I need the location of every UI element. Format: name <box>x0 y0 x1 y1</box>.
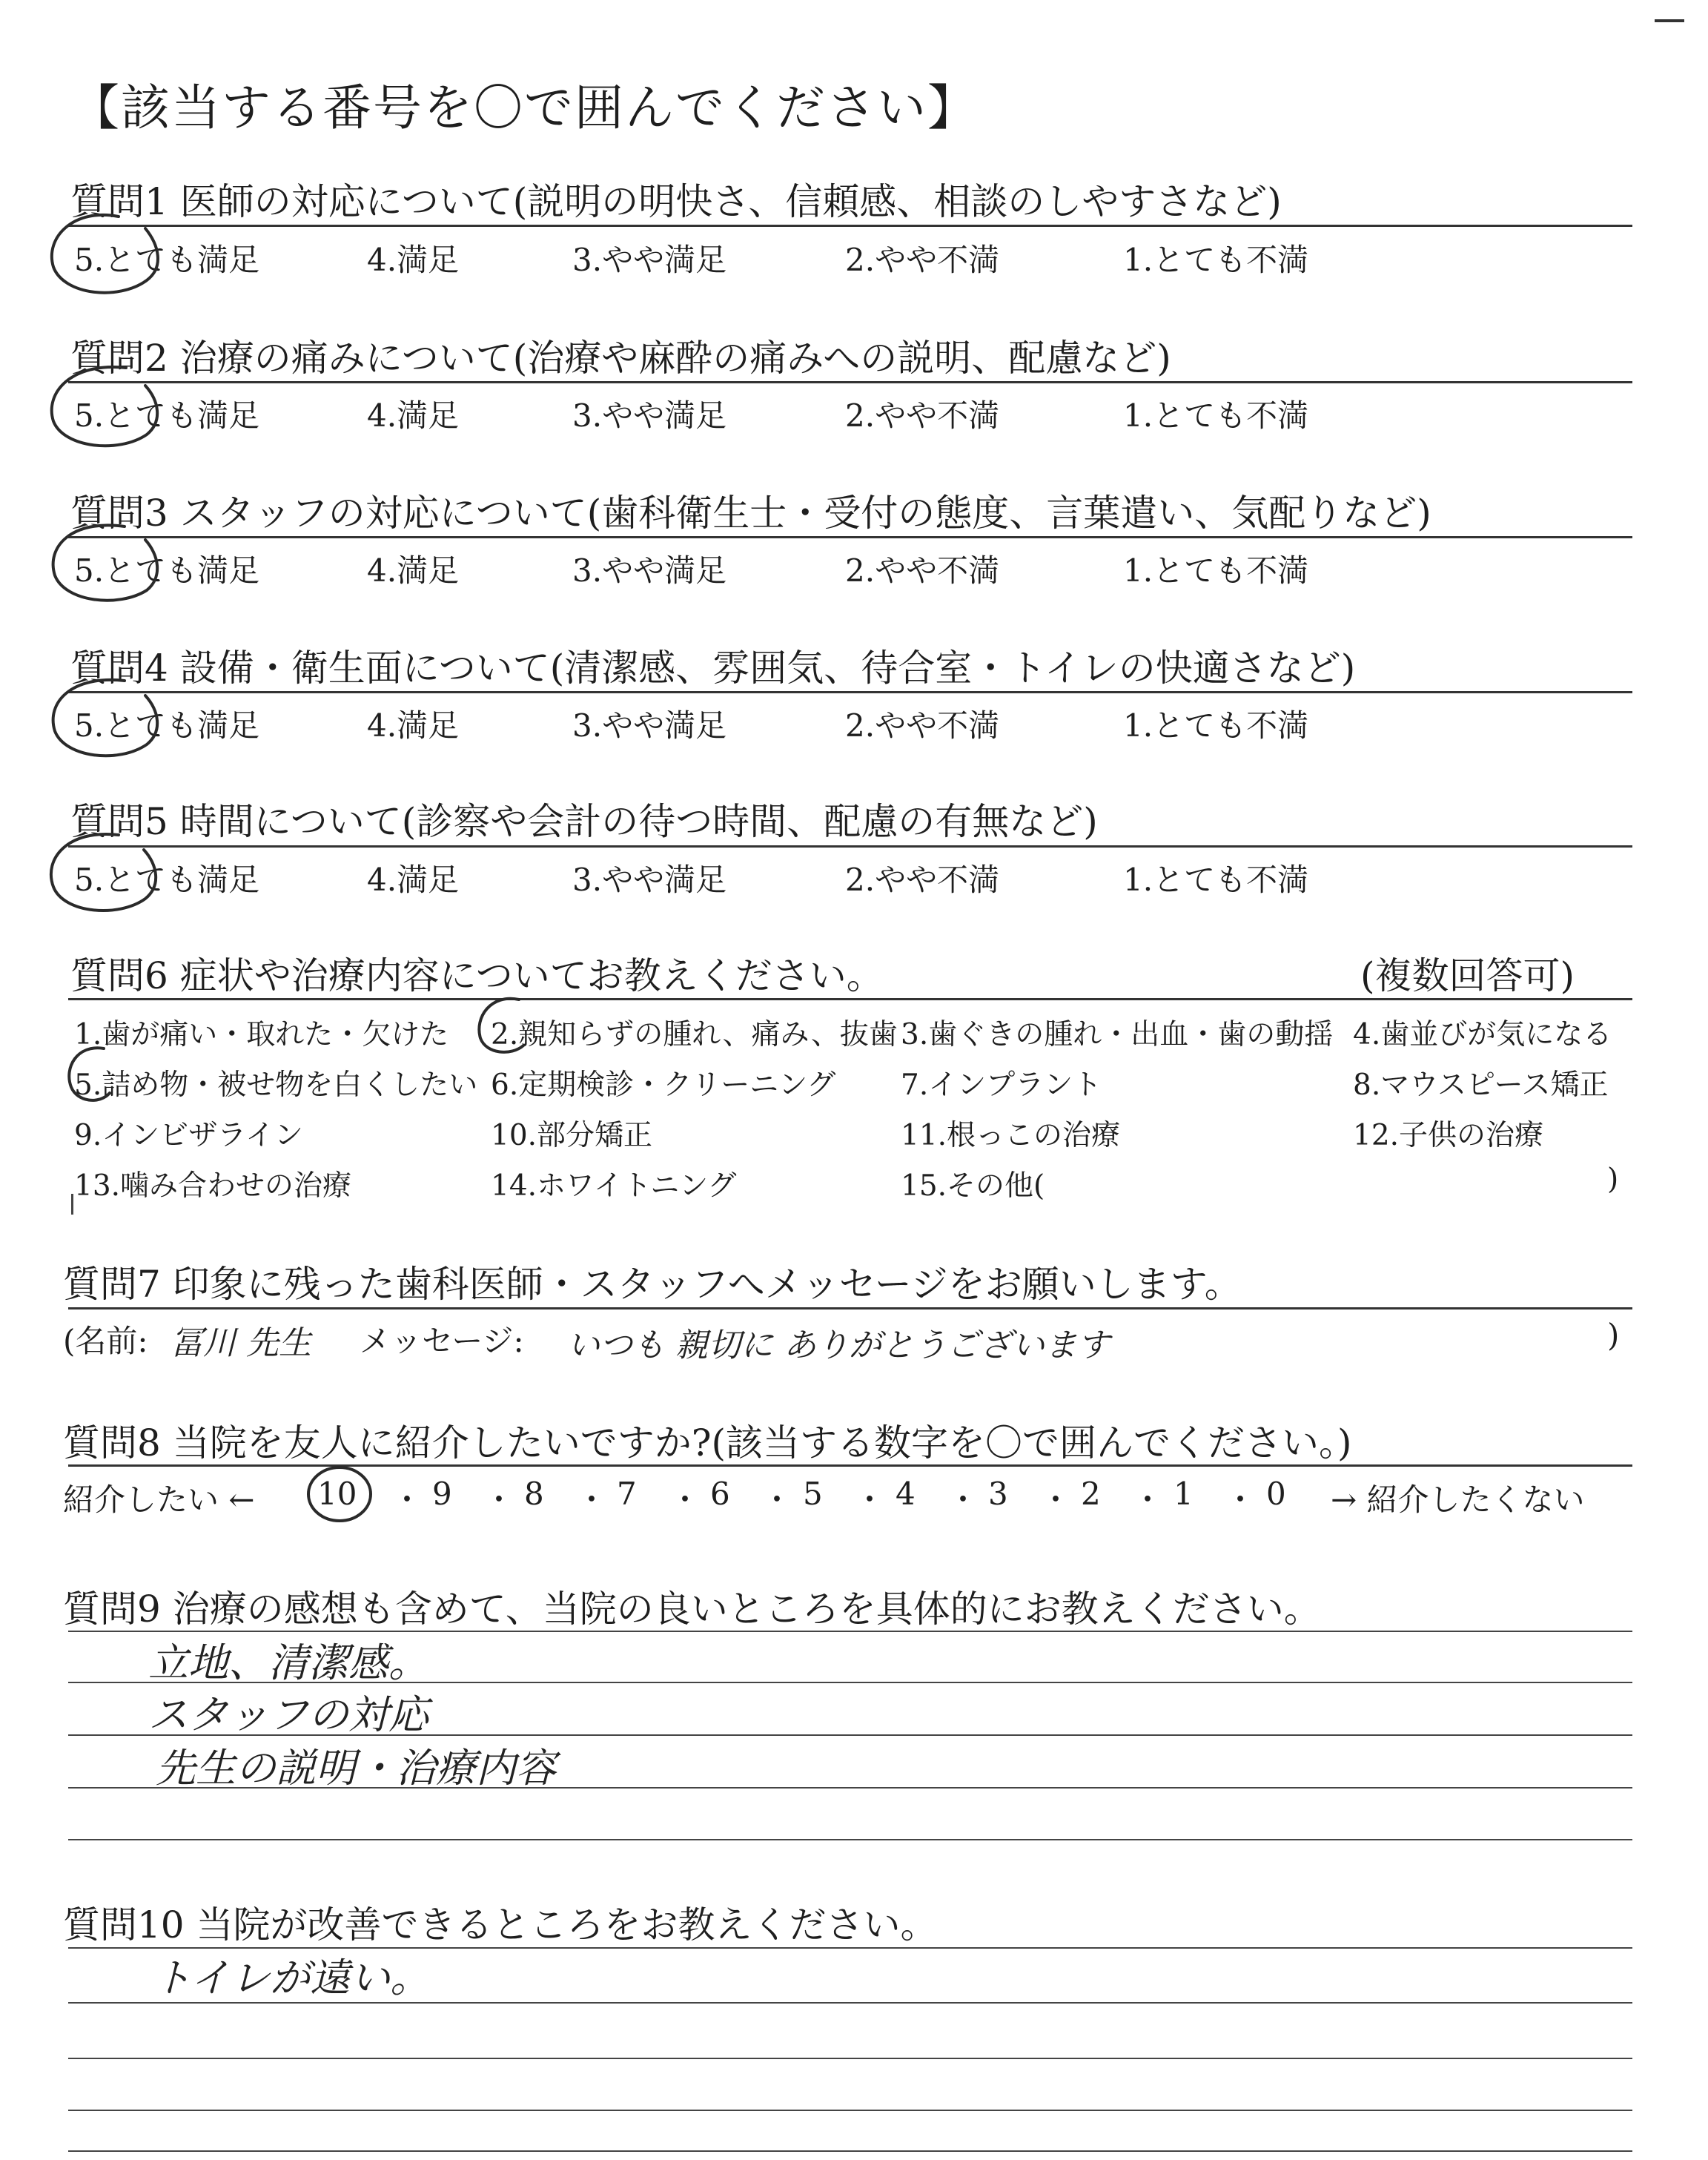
question-5 <box>70 792 1098 845</box>
q6-item-11[interactable]: 11.根っこの治療 <box>901 1119 1121 1152</box>
q4-option-3[interactable]: 3.やや満足 <box>572 707 727 744</box>
question-label: 質問2 <box>70 337 168 380</box>
question-text: 設備・衛生面について(清潔感、雰囲気、待合室・トイレの快適さなど) <box>179 647 1356 690</box>
question-label: 質問3 <box>70 492 168 535</box>
q4-option-5[interactable]: 5.とても満足 <box>74 707 260 744</box>
question-8 <box>63 1413 1352 1467</box>
q2-option-4[interactable]: 4.満足 <box>367 397 460 434</box>
q6-item-8[interactable]: 8.マウスピース矯正 <box>1353 1069 1609 1102</box>
question-rule <box>68 225 1632 227</box>
question-9 <box>63 1579 1321 1633</box>
question-label: 質問8 <box>63 1421 161 1464</box>
scale-5[interactable]: 5 <box>803 1476 823 1512</box>
q4-option-1[interactable]: 1.とても不満 <box>1123 707 1309 744</box>
q3-option-5[interactable]: 5.とても満足 <box>74 552 260 589</box>
question-rule <box>68 998 1632 1000</box>
q5-option-2[interactable]: 2.やや不満 <box>845 862 1000 898</box>
scale-9[interactable]: 9 <box>432 1476 452 1512</box>
question-label: 質問1 <box>70 180 168 223</box>
scale-dot: ・ <box>947 1482 979 1518</box>
scale-6[interactable]: 6 <box>710 1476 730 1512</box>
scale-dot: ・ <box>391 1482 423 1518</box>
question-6 <box>70 946 884 1000</box>
q6-item-3[interactable]: 3.歯ぐきの腫れ・出血・歯の動揺 <box>901 1018 1334 1051</box>
message-close-paren: ) <box>1607 1317 1620 1353</box>
scale-4[interactable]: 4 <box>896 1476 916 1512</box>
question-10 <box>63 1895 938 1949</box>
question-text: 当院を友人に紹介したいですか?(該当する数字を〇で囲んでください。) <box>172 1421 1352 1464</box>
q4-option-4[interactable]: 4.満足 <box>367 707 460 744</box>
name-label: (名前: <box>63 1323 148 1359</box>
question-1 <box>70 172 1282 225</box>
question-text: 症状や治療内容についてお教えください。 <box>179 954 884 997</box>
q6-item-13[interactable]: 13.噛み合わせの治療 <box>74 1169 352 1203</box>
q5-option-1[interactable]: 1.とても不満 <box>1123 862 1309 898</box>
question-rule <box>68 1464 1632 1467</box>
message-answer[interactable]: いつも 親切に ありがとうございます <box>567 1327 1110 1364</box>
scale-8[interactable]: 8 <box>524 1476 544 1512</box>
question-label: 質問10 <box>63 1903 185 1946</box>
scale-1[interactable]: 1 <box>1174 1476 1194 1512</box>
q10-answer-1[interactable]: トイレが遠い。 <box>152 1955 431 2001</box>
scale-dot: ・ <box>669 1482 701 1518</box>
q6-item-4[interactable]: 4.歯並びが気になる <box>1353 1018 1612 1051</box>
q6-item-10[interactable]: 10.部分矯正 <box>491 1119 653 1152</box>
question-3 <box>70 483 1431 537</box>
scale-dot: ・ <box>1225 1482 1257 1518</box>
scale-dot: ・ <box>1040 1482 1072 1518</box>
scale-dot: ・ <box>1132 1482 1164 1518</box>
q9-answer-1[interactable]: 立地、清潔感。 <box>148 1639 428 1686</box>
q1-option-4[interactable]: 4.満足 <box>367 242 460 278</box>
question-text: 医師の対応について(説明の明快さ、信頼感、相談のしやすさなど) <box>179 180 1282 223</box>
q5-option-3[interactable]: 3.やや満足 <box>572 862 727 898</box>
scale-3[interactable]: 3 <box>988 1476 1008 1512</box>
question-text: 治療の感想も含めて、当院の良いところを具体的にお教えください。 <box>172 1588 1321 1631</box>
scale-dot: ・ <box>576 1482 608 1518</box>
scale-2[interactable]: 2 <box>1081 1476 1101 1512</box>
question-2 <box>70 328 1171 382</box>
q2-option-3[interactable]: 3.やや満足 <box>572 397 727 434</box>
answer-line <box>68 2110 1632 2111</box>
q2-option-1[interactable]: 1.とても不満 <box>1123 397 1309 434</box>
q6-item-5[interactable]: 5.詰め物・被せ物を白くしたい <box>74 1069 478 1102</box>
corner-mark <box>1655 19 1684 22</box>
q2-option-5[interactable]: 5.とても満足 <box>74 397 260 434</box>
question-rule <box>68 536 1632 538</box>
question-rule <box>68 381 1632 383</box>
scale-dot: ・ <box>854 1482 886 1518</box>
question-rule <box>68 845 1632 848</box>
q3-option-4[interactable]: 4.満足 <box>367 552 460 589</box>
question-text: 印象に残った歯科医師・スタッフへメッセージをお願いします。 <box>172 1263 1242 1306</box>
q4-option-2[interactable]: 2.やや不満 <box>845 707 1000 744</box>
question-label: 質問7 <box>63 1263 161 1306</box>
question-text: スタッフの対応について(歯科衛生士・受付の態度、言葉遣い、気配りなど) <box>179 492 1431 535</box>
page-title: 【該当する番号を〇で囲んでください】 <box>70 79 978 136</box>
q6-item-15[interactable]: 15.その他( <box>901 1169 1045 1203</box>
question-4 <box>70 638 1355 692</box>
question-label: 質問5 <box>70 800 168 843</box>
q6-item-12[interactable]: 12.子供の治療 <box>1353 1119 1544 1152</box>
q2-option-2[interactable]: 2.やや不満 <box>845 397 1000 434</box>
answer-line <box>68 2058 1632 2059</box>
multiple-answer-note: (複数回答可) <box>1360 954 1575 997</box>
q1-option-3[interactable]: 3.やや満足 <box>572 242 727 278</box>
question-rule <box>68 1307 1632 1309</box>
q6-item-14[interactable]: 14.ホワイトニング <box>491 1169 737 1203</box>
q5-option-4[interactable]: 4.満足 <box>367 862 460 898</box>
q3-option-2[interactable]: 2.やや不満 <box>845 552 1000 589</box>
q1-option-5[interactable]: 5.とても満足 <box>74 242 260 278</box>
question-label: 質問9 <box>63 1588 161 1631</box>
q6-item-1[interactable]: 1.歯が痛い・取れた・欠けた <box>74 1018 449 1051</box>
question-rule <box>68 691 1632 693</box>
recommend-right-label: → 紹介したくない <box>1331 1482 1585 1518</box>
q6-other-close-paren: ) <box>1607 1163 1619 1196</box>
name-answer[interactable]: 冨川 先生 <box>171 1324 311 1362</box>
q5-option-5[interactable]: 5.とても満足 <box>74 862 260 898</box>
q6-item-6[interactable]: 6.定期検診・クリーニング <box>491 1069 836 1102</box>
question-7 <box>63 1255 1242 1308</box>
answer-line <box>68 1839 1632 1840</box>
q6-item-9[interactable]: 9.インビザライン <box>74 1119 304 1152</box>
scale-dot: ・ <box>761 1482 793 1518</box>
scale-10[interactable]: 10 <box>317 1476 357 1512</box>
q9-answer-2[interactable]: スタッフの対応 <box>148 1691 428 1738</box>
question-label: 質問6 <box>70 954 168 997</box>
q1-option-2[interactable]: 2.やや不満 <box>845 242 1000 278</box>
question-label: 質問4 <box>70 647 168 690</box>
q9-answer-3[interactable]: 先生の説明・治療内容 <box>156 1745 556 1791</box>
q6-item-7[interactable]: 7.インプラント <box>901 1069 1102 1102</box>
question-text: 当院が改善できるところをお教えください。 <box>196 1903 938 1946</box>
margin-mark <box>71 1194 73 1215</box>
question-text: 治療の痛みについて(治療や麻酔の痛みへの説明、配慮など) <box>179 337 1171 380</box>
scale-dot: ・ <box>483 1482 515 1518</box>
scale-0[interactable]: 0 <box>1266 1476 1286 1512</box>
q1-option-1[interactable]: 1.とても不満 <box>1123 242 1309 278</box>
q3-option-3[interactable]: 3.やや満足 <box>572 552 727 589</box>
question-text: 時間について(診察や会計の待つ時間、配慮の有無など) <box>179 800 1098 843</box>
scale-7[interactable]: 7 <box>617 1476 637 1512</box>
message-label: メッセージ: <box>360 1323 524 1359</box>
q3-option-1[interactable]: 1.とても不満 <box>1123 552 1309 589</box>
q6-item-2[interactable]: 2.親知らずの腫れ、痛み、抜歯 <box>491 1018 898 1051</box>
recommend-left-label: 紹介したい ← <box>63 1482 255 1518</box>
answer-line <box>68 2150 1632 2152</box>
